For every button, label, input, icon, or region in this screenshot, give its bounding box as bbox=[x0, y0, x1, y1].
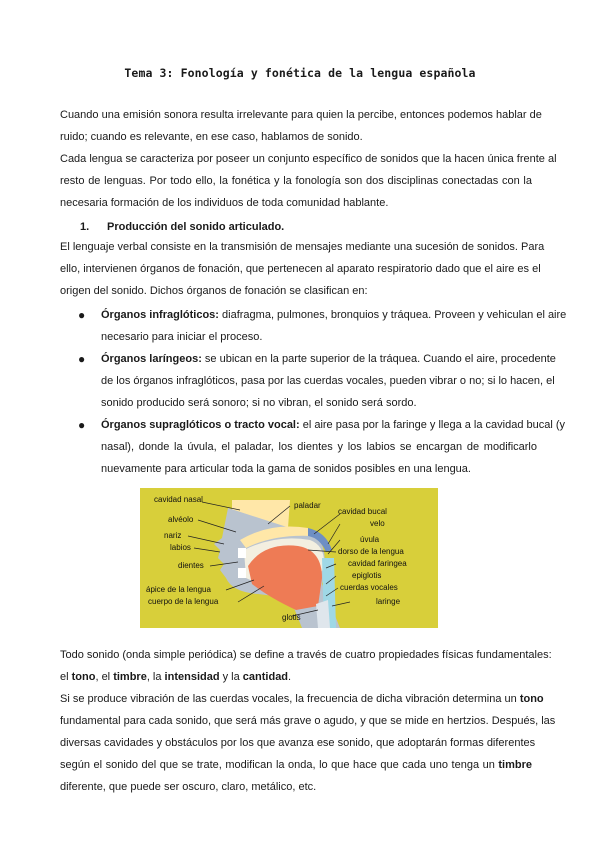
label-cuerpo: cuerpo de la lengua bbox=[148, 597, 219, 606]
bullet-icon: ● bbox=[78, 352, 86, 366]
lower-teeth-shape bbox=[238, 568, 246, 578]
text-line: se ubican en la parte superior de la tráquea. Cuando el aire, procedente bbox=[201, 353, 556, 365]
upper-teeth-shape bbox=[238, 548, 246, 558]
label-laringe: laringe bbox=[376, 597, 401, 606]
text-line: Todo sonido (onda simple periódica) se define a través de cuatro propiedades físicas fundamentales: bbox=[60, 649, 552, 661]
section-paragraph bbox=[60, 236, 545, 302]
label-velo: velo bbox=[370, 519, 385, 528]
term-tono: tono bbox=[519, 693, 544, 705]
text-line: necesaria formación de los individuos de toda comunidad hablante. bbox=[60, 197, 389, 209]
text-line: nasal), donde la úvula, el paladar, los dientes y los labios se encargan de modificarlo bbox=[101, 441, 537, 453]
bullet-term: Órganos laríngeos: bbox=[101, 353, 202, 365]
text-line: fundamental para cada sonido, que será más grave o agudo, y que se mide en hertzios. Después, las bbox=[60, 715, 556, 727]
intro-paragraph bbox=[60, 104, 557, 214]
label-dientes: dientes bbox=[178, 561, 204, 570]
text-line: sonido producido será sonoro; si no vibran, el sonido será sordo. bbox=[101, 397, 417, 409]
label-dorso: dorso de la lengua bbox=[338, 547, 404, 556]
label-nariz: nariz bbox=[164, 531, 182, 540]
properties-paragraph bbox=[60, 644, 556, 798]
text-line: El lenguaje verbal consiste en la transmisión de mensajes mediante una sucesión de sonidos. Para bbox=[60, 241, 545, 253]
label-paladar: paladar bbox=[294, 501, 321, 510]
text-line: resto de lenguas. Por todo ello, la fonética y la fonología son dos disciplinas conectadas con la bbox=[60, 175, 532, 187]
section-title: Producción del sonido articulado. bbox=[107, 221, 285, 233]
text-line: ruido; cuando es relevante, en ese caso, hablamos de sonido. bbox=[60, 131, 363, 143]
text-line: diafragma, pulmones, bronquios y tráquea. Proveen y vehiculan el aire bbox=[218, 309, 567, 321]
text-line: diversas cavidades y obstáculos por los que avanza ese sonido, que adoptarán formas diferentes bbox=[60, 737, 536, 749]
label-labios: labios bbox=[170, 543, 191, 552]
bullet-icon: ● bbox=[78, 308, 86, 322]
label-alveolo: alvéolo bbox=[168, 515, 194, 524]
label-epiglotis: epiglotis bbox=[352, 571, 382, 580]
text-line: Cada lengua se caracteriza por poseer un conjunto específico de sonidos que la hacen única frente al bbox=[60, 153, 557, 165]
text-line: el aire pasa por la faringe y llega a la cavidad bucal (y bbox=[299, 419, 566, 431]
label-apice: ápice de la lengua bbox=[146, 585, 211, 594]
vocal-tract-diagram bbox=[140, 488, 438, 628]
text-line: el tono, el timbre, la intensidad y la cantidad. bbox=[60, 671, 292, 683]
text-line: nuevamente para articular toda la gama de sonidos posibles en una lengua. bbox=[101, 463, 471, 475]
label-glotis: glotis bbox=[282, 613, 301, 622]
label-cavidad-bucal: cavidad bucal bbox=[338, 507, 387, 516]
term-cantidad: cantidad bbox=[242, 671, 289, 683]
term-intensidad: intensidad bbox=[164, 671, 220, 683]
label-uvula: úvula bbox=[360, 535, 380, 544]
text-line: de los órganos infraglóticos, pasa por las cuerdas vocales, pueden vibrar o no; si lo hacen, el bbox=[101, 375, 555, 387]
text-line: necesario para iniciar el proceso. bbox=[101, 331, 263, 343]
label-cavidad-nasal: cavidad nasal bbox=[154, 495, 203, 504]
text-line: diferente, que puede ser oscuro, claro, metálico, etc. bbox=[60, 781, 317, 793]
term-tono: tono bbox=[71, 671, 96, 683]
term-timbre: timbre bbox=[498, 759, 532, 771]
term-timbre: timbre bbox=[113, 671, 147, 683]
page-title: Tema 3: Fonología y fonética de la lengua española bbox=[124, 66, 476, 80]
text-line: Cuando una emisión sonora resulta irrelevante para quien la percibe, entonces podemos hablar de bbox=[60, 109, 542, 121]
text-line: según el sonido del que se trate, modifican la onda, lo que hace que cada uno tenga un timbre bbox=[60, 759, 532, 771]
bullet-term: Órganos supraglóticos o tracto vocal: bbox=[101, 419, 300, 431]
section-number: 1. bbox=[80, 221, 90, 233]
text-line: ello, intervienen órganos de fonación, que pertenecen al aparato respiratorio dado que el aire es el bbox=[60, 263, 541, 275]
text-line: Si se produce vibración de las cuerdas vocales, la frecuencia de dicha vibración determina un tono bbox=[60, 693, 544, 705]
label-cuerdas: cuerdas vocales bbox=[340, 583, 398, 592]
larynx-shape bbox=[316, 600, 330, 628]
text-line: origen del sonido. Dichos órganos de fonación se clasifican en: bbox=[60, 285, 368, 297]
bullet-term: Órganos infraglóticos: bbox=[101, 309, 219, 321]
label-cavidad-faringea: cavidad faringea bbox=[348, 559, 407, 568]
bullet-icon: ● bbox=[78, 418, 86, 432]
section-heading bbox=[80, 216, 284, 238]
